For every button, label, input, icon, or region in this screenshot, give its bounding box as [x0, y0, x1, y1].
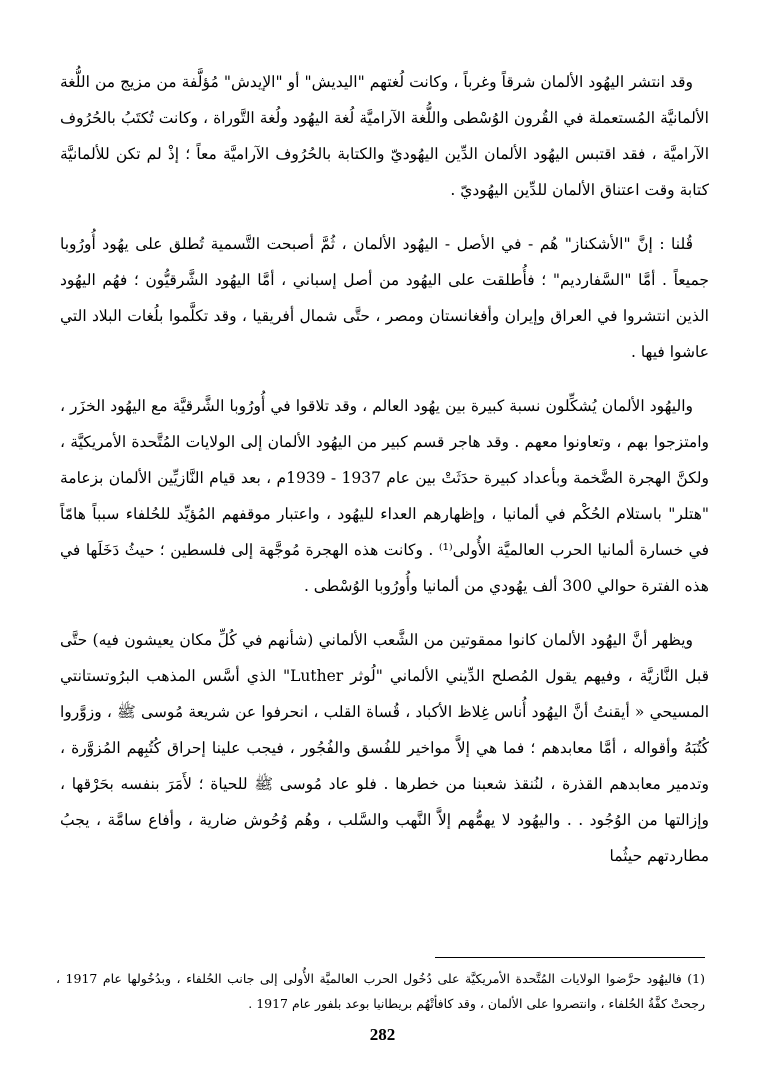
page-number: 282: [369, 1025, 396, 1044]
paragraph-3: واليهُود الألمان يُشكِّلون نسبة كبيرة بين يهُود العالم ، وقد تلاقوا في أُورُوبا الشَّرقيَّة مع اليهُود الخزَر ، وامتزجوا بهم ، وتعاونوا معهم . وقد هاجر قسم كبير من اليهُود الألمان إلى الولايات المُتَّحدة الأمريكيَّة ، ولكنَّ الهجرة الضَّخمة وبأعداد كبيرة حدَثَتْ بين عام 1937 - 1939م ، بعد قيام النَّازيِّين الألمان بزعامة "هتلر" باستلام الحُكْم في ألمانيا ، وإظهارهم العداء لليهُود ، واعتبار موقفهم المُؤيِّد للحُلفاء سبباً هامّاً في خسارة ألمانيا الحرب العالميَّة الأُولى⁽¹⁾ . وكانت هذه الهجرة مُوجَّهة إلى فلسطين ؛ حيثُ دَخَلَها في هذه الفترة حوالي 300 ألف يهُودي من ألمانيا وأُورُوبا الوُسْطى .: [60, 397, 709, 595]
footnote: (1) فاليهُود حرَّضوا الولايات المُتَّحدة الأمريكيَّة على دُخُول الحرب العالميَّة الأُولى إلى جانب الحُلفاء ، وبدُخُولها عام 1917 ، رجحتْ كفَّةُ الحُلفاء ، وانتصروا على الألمان ، وقد كافأتْهُم بريطانيا بوعد بلفور عام 1917 .: [56, 971, 705, 1011]
paragraph-4: ويظهر أنَّ اليهُود الألمان كانوا ممقوتين من الشَّعب الألماني (شأنهم في كُلِّ مكان يعيشون فيه) حتَّى قبل النَّازيَّة ، وفيهم يقول المُصلح الدِّيني الألماني "لُوثر Luther" الذي أسَّس المذهب البرُوتستانتي المسيحي « أيقنتُ أنَّ اليهُود أُناس غِلاظ الأكباد ، قُساة القلب ، انحرفوا عن شريعة مُوسى ﷺ ، وزوَّروا كُتُبَهُ وأقواله ، أمَّا معابدهم ؛ فما هي إلاَّ مواخير للفُسق والفُجُور ، فيجب علينا إحراق كُتُبِهم المُزوَّرة ، وتدمير معابدهم القذرة ، لنُنقذ شعبنا من خطرها . فلو عاد مُوسى ﷺ للحياة ؛ لأَمَرَ بنفسه بحَرْقها ، وإزالتها من الوُجُود . . واليهُود لا يهمُّهم إلاَّ النَّهب والسَّلب ، وهُم وُحُوش ضارية ، وأفاع سامَّة ، يجبُ مطاردتهم حيثُما: [60, 631, 709, 865]
paragraph-2: قُلنا : إنَّ "الأشكناز" هُم - في الأصل - اليهُود الألمان ، ثُمَّ أصبحت التَّسمية تُطلق على يهُود أُورُوبا جميعاً . أمَّا "السَّفارديم" ؛ فأُطلقت على اليهُود من أصل إسباني ، أمَّا اليهُود الشَّرقيُّون ؛ فهُم اليهُود الذين انتشروا في العراق وإيران وأفغانستان ومصر ، حتَّى شمال أفريقيا ، وقد تكلَّموا بلُغات البلاد التي عاشوا فيها .: [60, 235, 709, 361]
paragraph-1: وقد انتشر اليهُود الألمان شرقاً وغرباً ، وكانت لُغتهم "اليديش" أو "الإيدش" مُؤلَّفة من مزيج من اللُّغة الألمانيَّة المُستعملة في القُرون الوُسْطى واللُّغة الآراميَّة لُغة اليهُود ولُغة التَّوراة ، وكانت تُكتَبُ بالحُرُوف الآراميَّة ، فقد اقتبس اليهُود الألمان الدِّين اليهُوديّ والكتابة بالحُرُوف الآراميَّة معاً ؛ إذْ لم تكن للألمانيَّة كتابة وقت اعتناق الألمان للدِّين اليهُوديّ .: [60, 73, 709, 199]
footnote-divider: [435, 957, 705, 958]
